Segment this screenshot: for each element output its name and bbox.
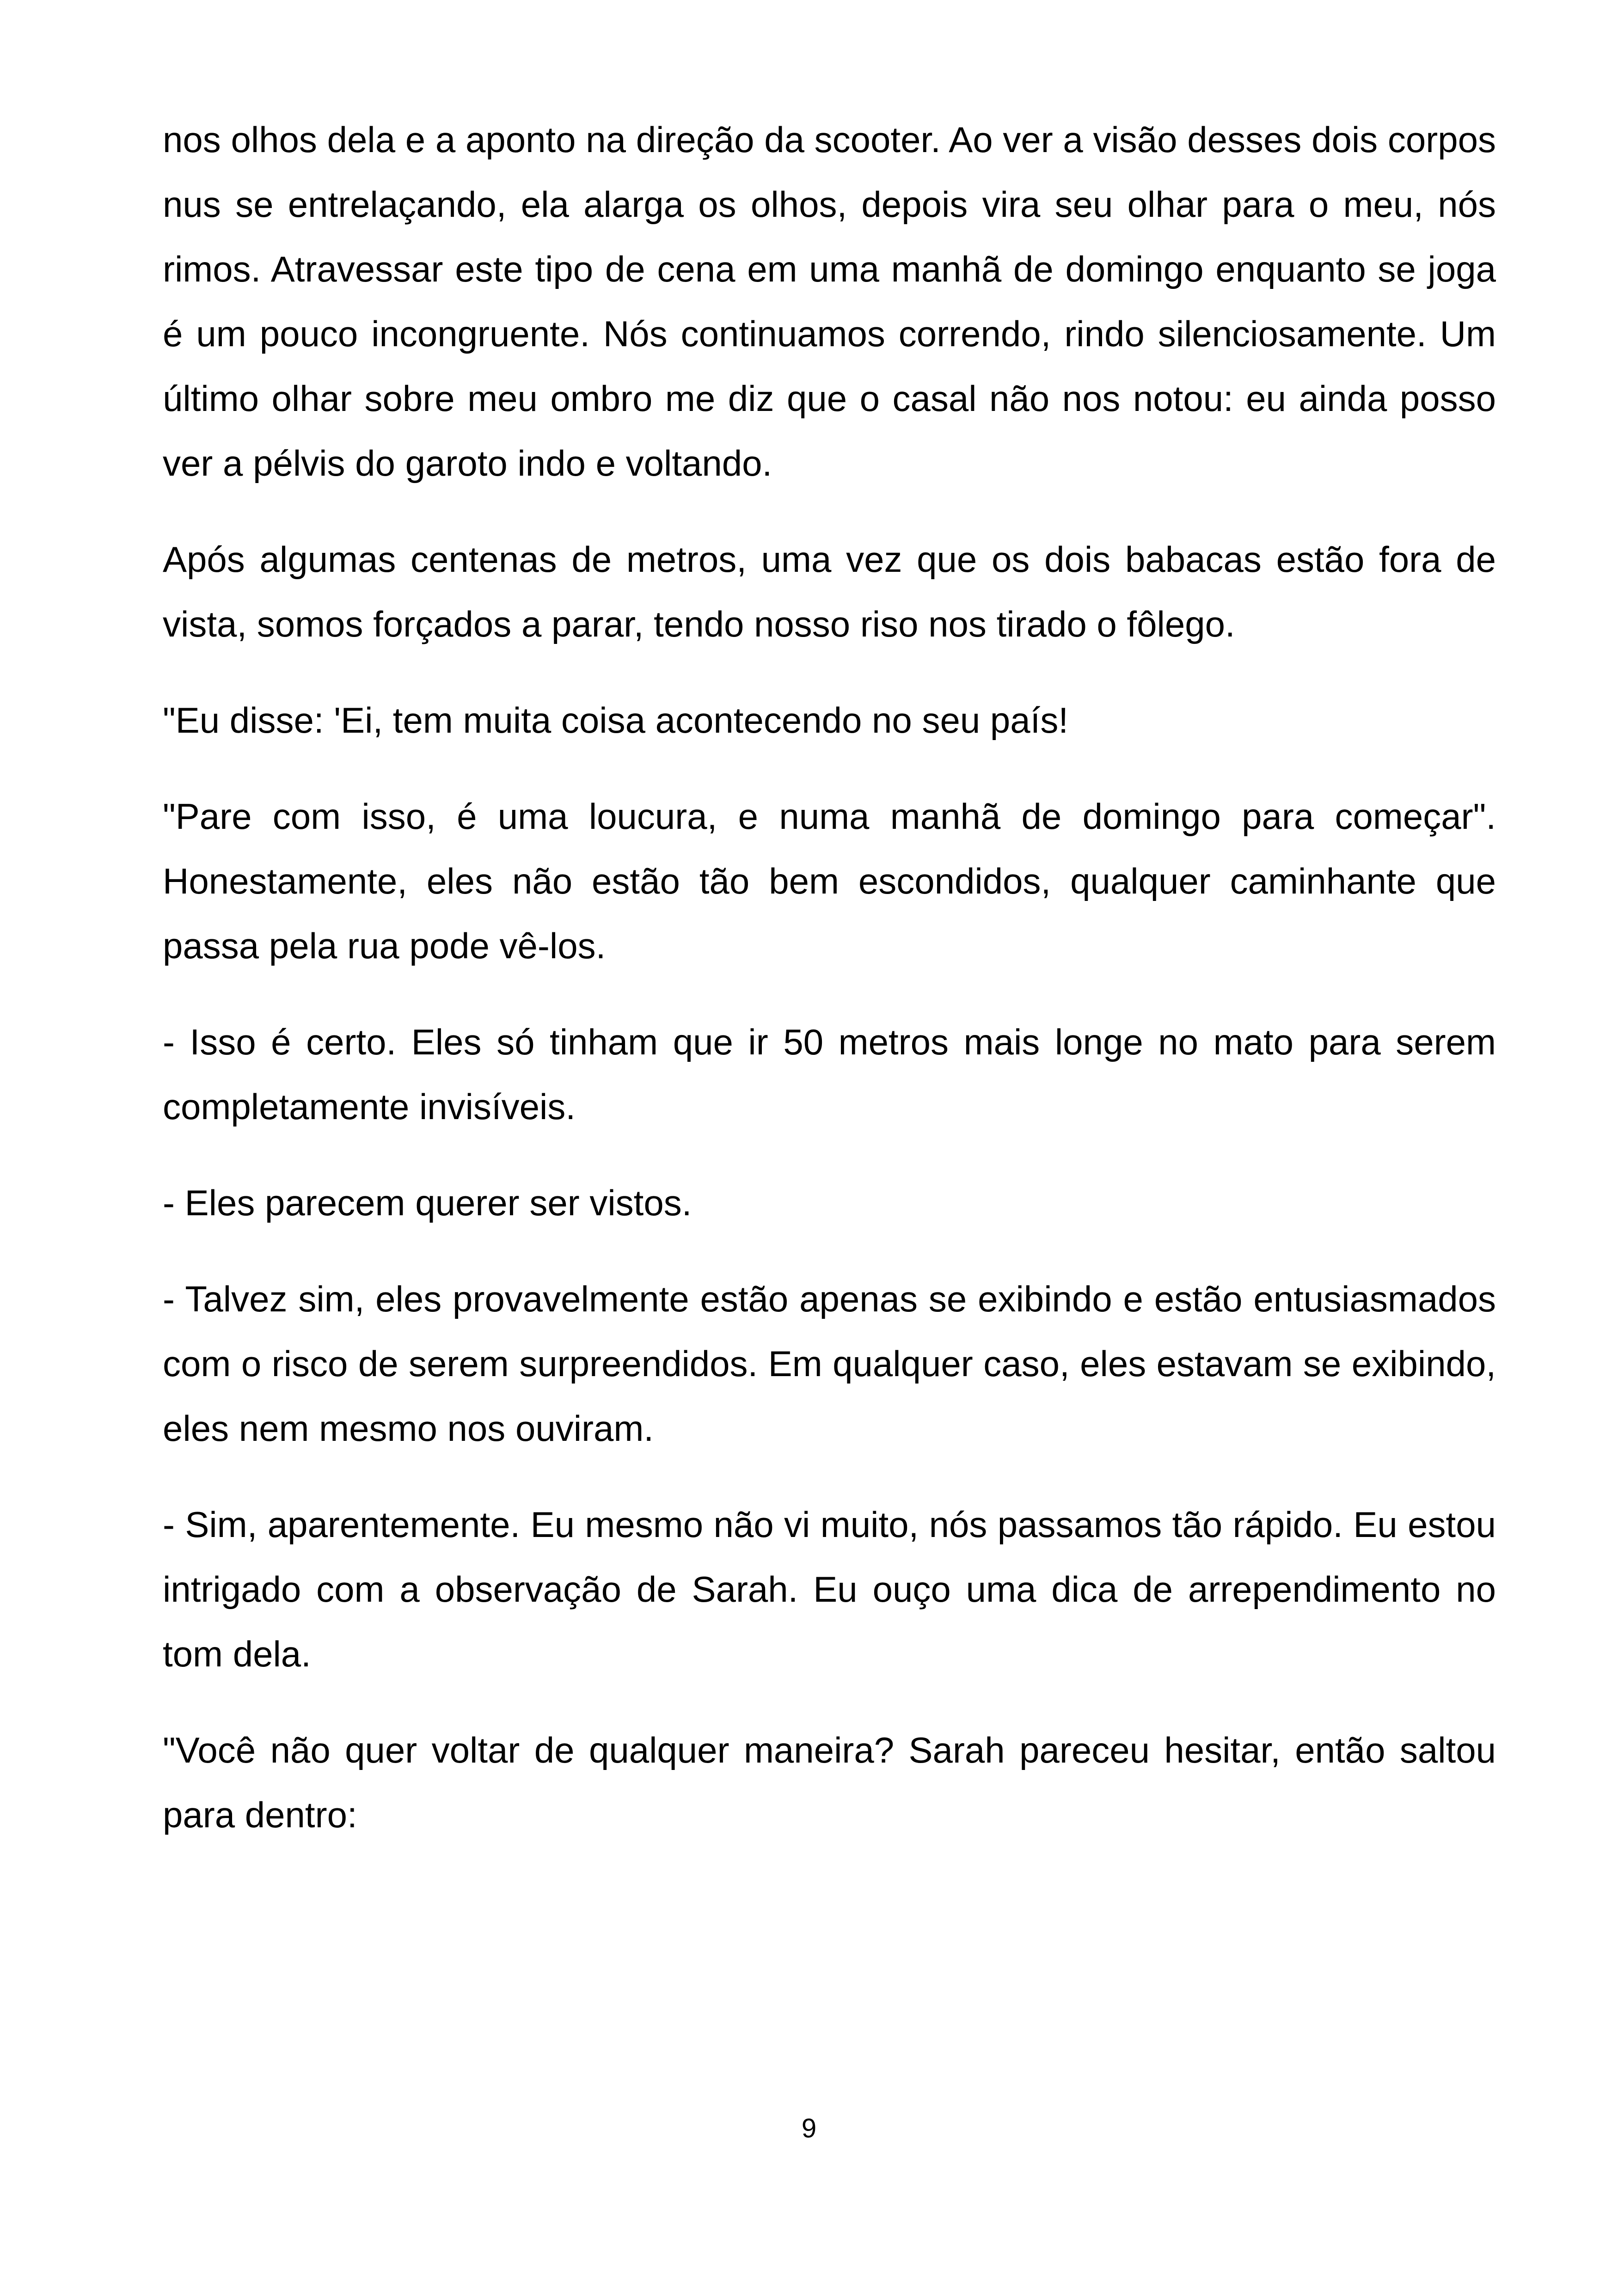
paragraph-4: "Pare com isso, é uma loucura, e numa manhã de domingo para começar". Honestamente, eles não estão tão bem escondidos, qualquer caminhante que passa pela rua pode vê-los. (163, 796, 1496, 966)
paragraph-1: nos olhos dela e a aponto na direção da scooter. Ao ver a visão desses dois corpos nus se entrelaçando, ela alarga os olhos, depois vira seu olhar para o meu, nós rimos. Atravessar este tipo de cena em uma manhã de domingo enquanto se joga é um pouco incongruente. Nós continuamos correndo, rindo silenciosamente. Um último olhar sobre meu ombro me diz que o casal não nos notou: eu ainda posso ver a pélvis do garoto indo e voltando. (163, 119, 1496, 484)
paragraph-3: "Eu disse: 'Ei, tem muita coisa acontecendo no seu país! (163, 700, 1068, 741)
paragraph-2: Após algumas centenas de metros, uma vez que os dois babacas estão fora de vista, somos forçados a parar, tendo nosso riso nos tirado o fôlego. (163, 539, 1496, 644)
paragraph-7: - Talvez sim, eles provavelmente estão apenas se exibindo e estão entusiasmados com o risco de serem surpreendidos. Em qualquer caso, eles estavam se exibindo, eles nem mesmo nos ouviram. (163, 1279, 1496, 1449)
page-number: 9 (801, 2113, 817, 2143)
text-body (163, 107, 1496, 1879)
paragraph-9: "Você não quer voltar de qualquer maneira? Sarah pareceu hesitar, então saltou para dentro: (163, 1730, 1496, 1835)
paragraph-8: - Sim, aparentemente. Eu mesmo não vi muito, nós passamos tão rápido. Eu estou intrigado com a observação de Sarah. Eu ouço uma dica de arrependimento no tom dela. (163, 1504, 1496, 1674)
paragraph-5: - Isso é certo. Eles só tinham que ir 50 metros mais longe no mato para serem completamente invisíveis. (163, 1022, 1496, 1127)
paragraph-6: - Eles parecem querer ser vistos. (163, 1182, 692, 1223)
